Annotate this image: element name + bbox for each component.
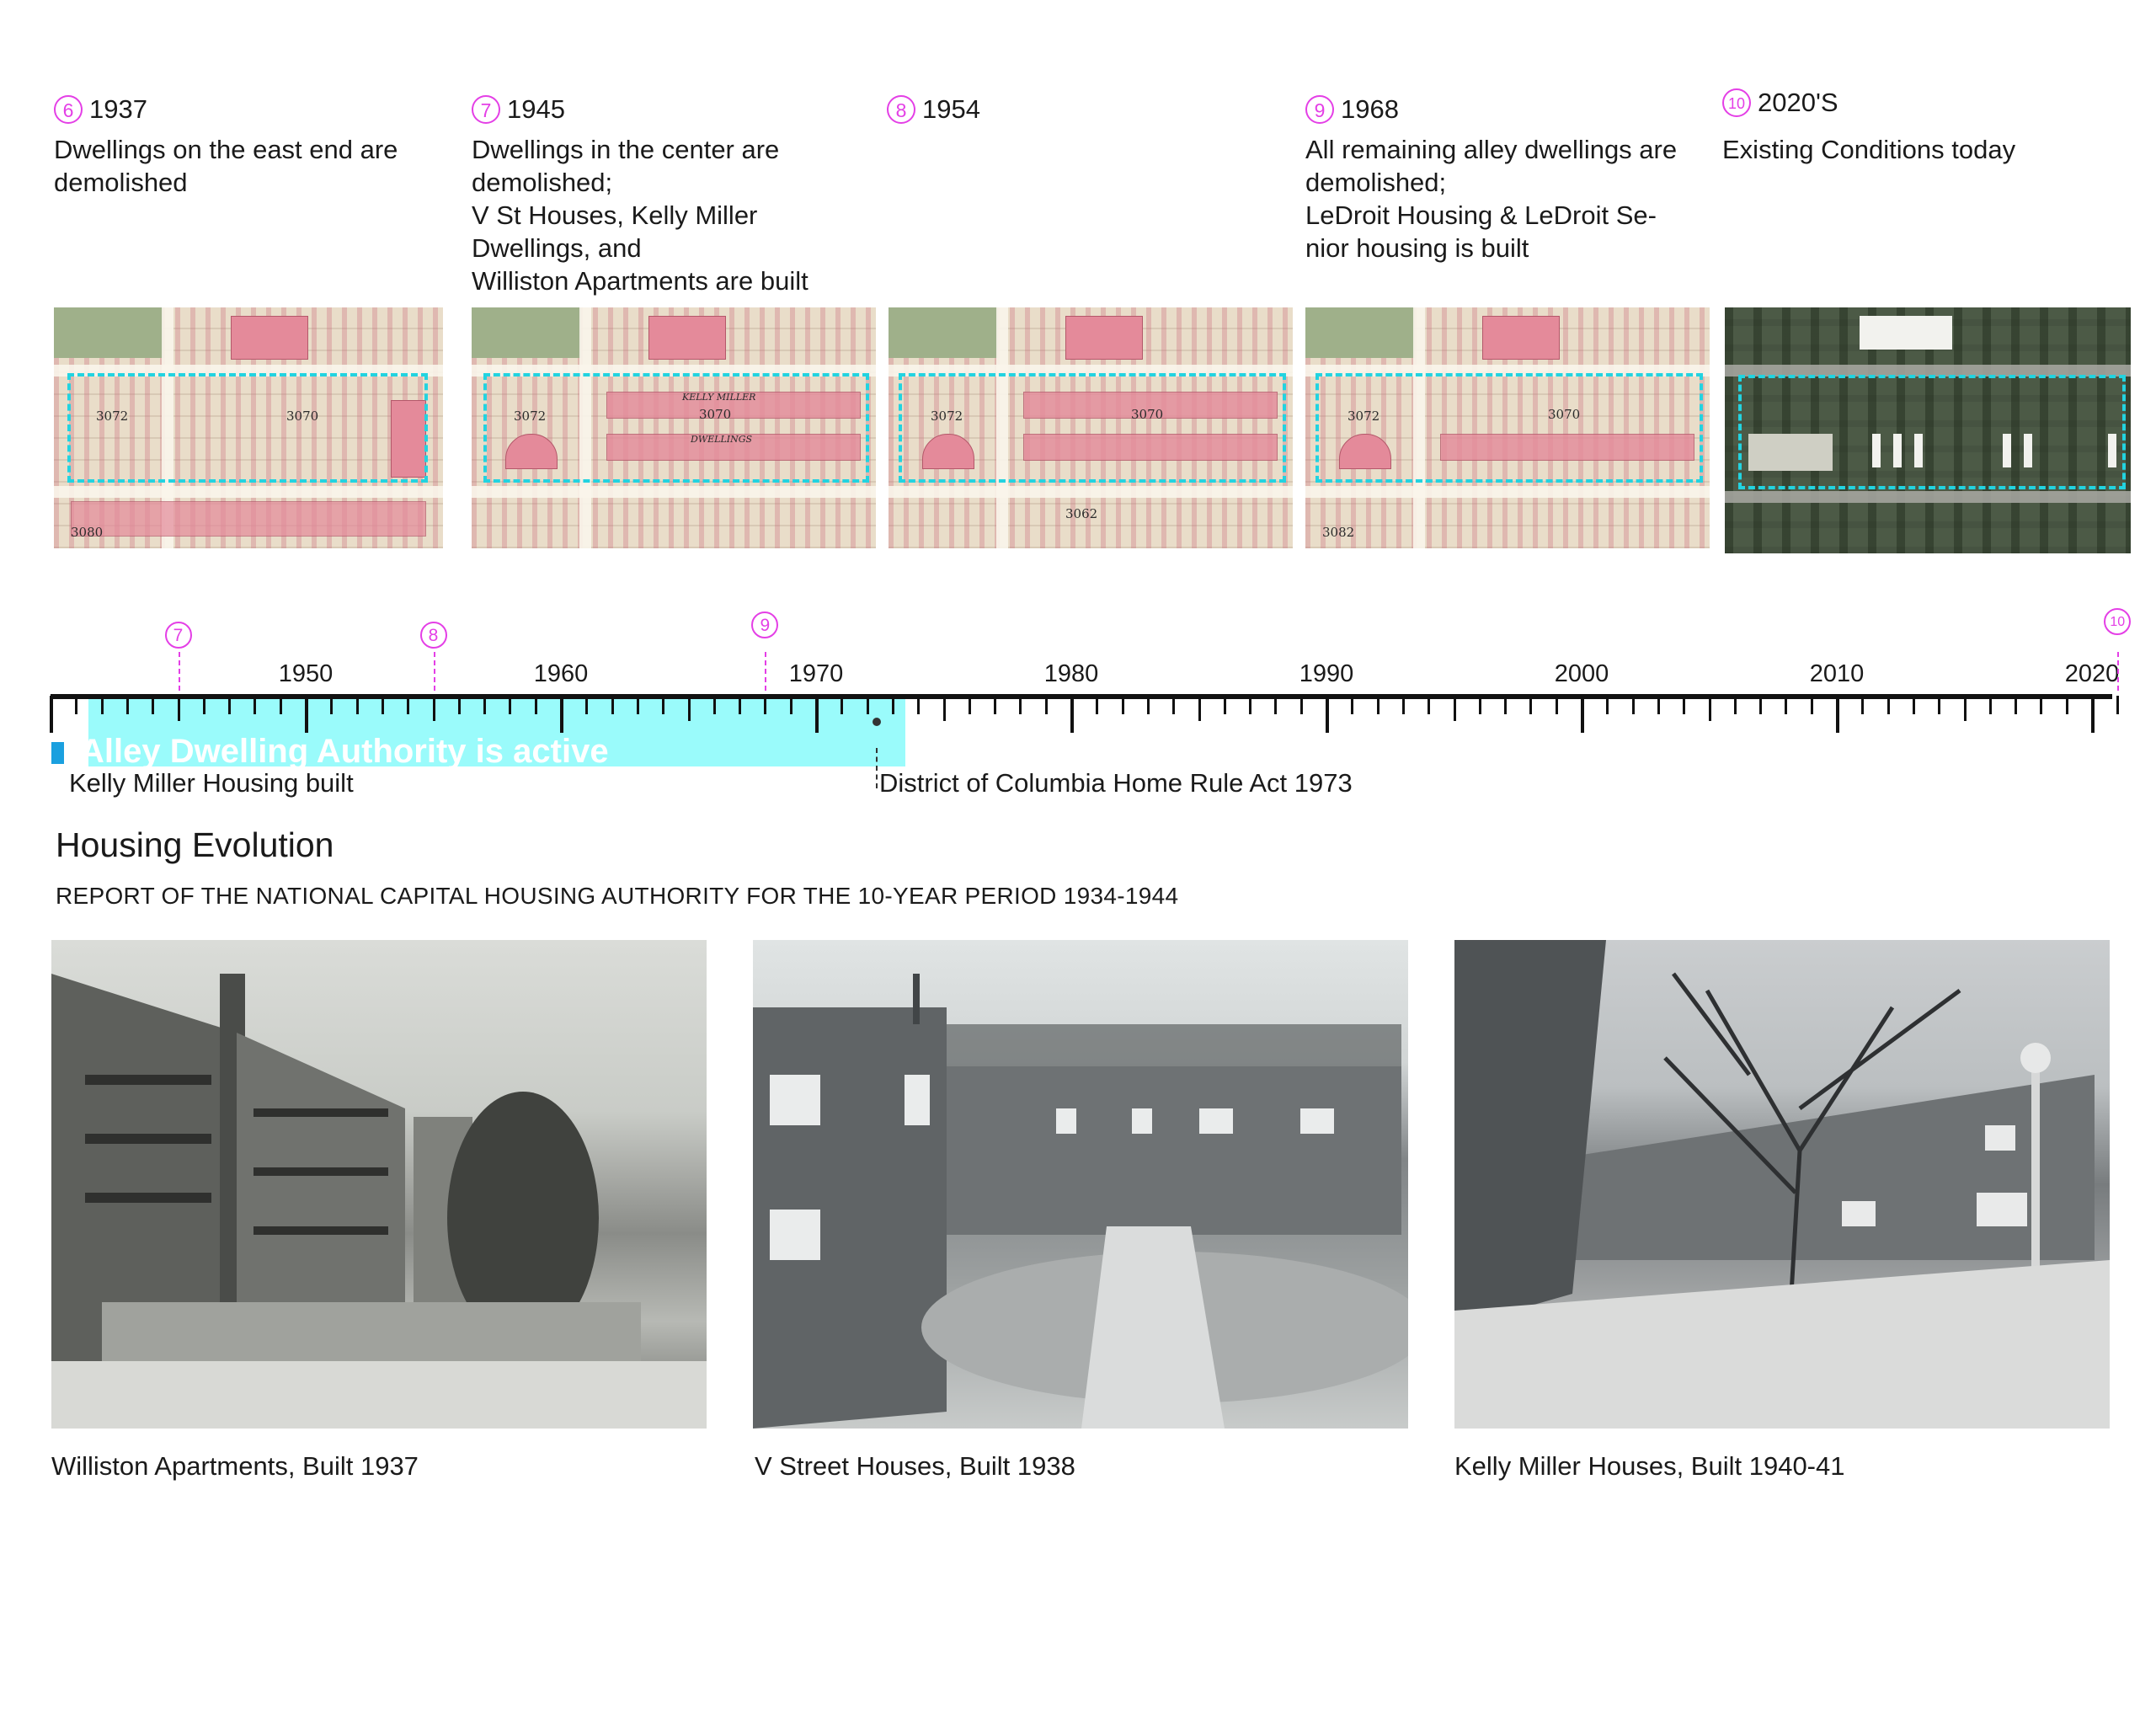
minor-tick <box>1122 696 1124 714</box>
era-badge: 8 <box>887 95 915 124</box>
minor-tick <box>662 696 664 714</box>
minor-tick <box>943 696 946 721</box>
minor-tick <box>1606 696 1609 714</box>
decade-label: 1970 <box>788 660 844 687</box>
minor-tick <box>1938 696 1940 714</box>
study-area-outline <box>899 373 1286 483</box>
photo-v-street-houses <box>753 940 1408 1429</box>
minor-tick <box>1861 696 1864 714</box>
minor-tick <box>1785 696 1787 714</box>
minor-tick <box>458 696 461 714</box>
minor-tick <box>1887 696 1890 714</box>
timeline-axis <box>51 694 2112 699</box>
decade-label: 1950 <box>278 660 334 687</box>
decade-label: 1980 <box>1043 660 1099 687</box>
study-area-outline <box>67 373 428 483</box>
map-1937 <box>54 307 443 548</box>
lot-label: 3072 <box>1348 409 1380 424</box>
major-tick <box>815 696 819 733</box>
minor-tick <box>483 696 486 714</box>
decade-label: 2020 <box>2064 660 2120 687</box>
minor-tick <box>253 696 256 714</box>
era-2020s <box>1722 77 2110 166</box>
caption-williston: Williston Apartments, Built 1937 <box>51 1451 419 1481</box>
major-tick <box>1070 696 1074 733</box>
minor-tick <box>841 696 843 714</box>
minor-tick <box>1172 696 1175 714</box>
minor-tick <box>2040 696 2042 714</box>
event-marker-1973 <box>876 748 878 788</box>
minor-tick <box>713 696 716 714</box>
era-badge: 9 <box>1305 95 1334 124</box>
lot-label: 3070 <box>699 407 732 422</box>
kelly-miller-illustration <box>1454 940 2110 1429</box>
minor-tick <box>1657 696 1660 714</box>
era-marker-line <box>434 652 435 691</box>
minor-tick <box>1274 696 1277 714</box>
event-right-label: District of Columbia Home Rule Act 1973 <box>879 768 1353 798</box>
minor-tick <box>1556 696 1558 714</box>
minor-tick <box>228 696 231 714</box>
lot-label: 3070 <box>1548 407 1581 422</box>
era-1968 <box>1305 84 1693 264</box>
minor-tick <box>1300 696 1303 714</box>
minor-tick <box>1683 696 1685 714</box>
era-marker-badge: 10 <box>2104 608 2131 635</box>
minor-tick <box>2066 696 2068 714</box>
decade-label: 2000 <box>1554 660 1609 687</box>
era-description: Dwellings in the center are demolished; V St Houses, Kelly Miller Dwellings, and Williston Apartments are built <box>472 135 808 296</box>
section-subtitle: REPORT OF THE NATIONAL CAPITAL HOUSING AUTHORITY FOR THE 10-YEAR PERIOD 1934-1944 <box>56 883 1179 909</box>
minor-tick <box>356 696 359 714</box>
minor-tick <box>1377 696 1380 714</box>
minor-tick <box>1632 696 1635 714</box>
major-tick <box>305 696 308 733</box>
minor-tick <box>1811 696 1813 714</box>
minor-tick <box>969 696 971 714</box>
event-left-label: Kelly Miller Housing built <box>69 768 354 798</box>
minor-tick <box>1045 696 1048 714</box>
minor-tick <box>867 696 869 714</box>
era-marker-line <box>2117 652 2119 691</box>
minor-tick <box>2116 696 2119 714</box>
minor-tick <box>152 696 154 714</box>
minor-tick <box>1479 696 1481 714</box>
lot-label: 3070 <box>1131 407 1164 422</box>
minor-tick <box>994 696 996 714</box>
minor-tick <box>2015 696 2017 714</box>
lot-label: 3072 <box>514 409 547 424</box>
minor-tick <box>1224 696 1226 714</box>
caption-kelly-miller: Kelly Miller Houses, Built 1940-41 <box>1454 1451 1845 1481</box>
period-label: Alley Dwelling Authority is active <box>80 733 609 770</box>
decade-label: 1990 <box>1299 660 1354 687</box>
minor-tick <box>101 696 104 714</box>
minor-tick <box>637 696 639 714</box>
era-badge: 10 <box>1722 88 1751 117</box>
lot-label: 3062 <box>1065 506 1098 521</box>
era-description: All remaining alley dwellings are demolished; LeDroit Housing & LeDroit Se- nior housing is built <box>1305 135 1678 263</box>
minor-tick <box>1351 696 1353 714</box>
minor-tick <box>1709 696 1711 721</box>
major-tick <box>560 696 563 733</box>
lot-label: 3070 <box>286 409 319 424</box>
major-tick <box>50 696 53 733</box>
section-title: Housing Evolution <box>56 825 334 864</box>
era-year: 2020'S <box>1758 88 1838 117</box>
era-marker-badge: 9 <box>751 611 778 638</box>
minor-tick <box>1454 696 1456 721</box>
event-dot-1973 <box>873 718 881 726</box>
minor-tick <box>1734 696 1737 714</box>
v-street-illustration <box>753 940 1408 1429</box>
era-1954 <box>887 84 1274 135</box>
minor-tick <box>1759 696 1762 714</box>
minor-tick <box>178 696 180 721</box>
lot-label: 3072 <box>96 409 129 424</box>
decade-label: 1960 <box>533 660 589 687</box>
study-area-outline <box>483 373 869 483</box>
minor-tick <box>892 696 894 714</box>
minor-tick <box>382 696 384 714</box>
williston-illustration <box>51 940 707 1429</box>
minor-tick <box>126 696 129 714</box>
major-tick <box>1326 696 1329 733</box>
era-marker-badge: 8 <box>420 622 447 649</box>
map-1968 <box>1305 307 1710 548</box>
era-badge: 7 <box>472 95 500 124</box>
minor-tick <box>611 696 614 714</box>
minor-tick <box>1402 696 1405 714</box>
era-description: Dwellings on the east end are demolished <box>54 135 398 197</box>
minor-tick <box>585 696 588 714</box>
minor-tick <box>330 696 333 714</box>
major-tick <box>2091 696 2095 733</box>
minor-tick <box>203 696 205 714</box>
minor-tick <box>1198 696 1201 721</box>
photo-kelly-miller-houses <box>1454 940 2110 1429</box>
era-marker-line <box>179 652 180 691</box>
lot-label: 3080 <box>71 525 104 540</box>
minor-tick <box>1096 696 1098 714</box>
major-tick <box>1836 696 1839 733</box>
era-marker-badge: 7 <box>165 622 192 649</box>
street-label: DWELLINGS <box>691 434 753 445</box>
era-year: 1945 <box>507 94 565 124</box>
minor-tick <box>1428 696 1430 714</box>
satellite-map-2020s <box>1725 307 2131 553</box>
decade-label: 2010 <box>1809 660 1865 687</box>
lot-label: 3082 <box>1322 525 1355 540</box>
period-start-marker <box>51 742 64 764</box>
minor-tick <box>1504 696 1507 714</box>
era-1937 <box>54 84 441 199</box>
minor-tick <box>1019 696 1022 714</box>
map-1954 <box>889 307 1293 548</box>
study-area-outline <box>1315 373 1703 483</box>
minor-tick <box>764 696 766 714</box>
minor-tick <box>433 696 435 721</box>
minor-tick <box>688 696 691 721</box>
era-year: 1954 <box>922 94 980 124</box>
era-description: Existing Conditions today <box>1722 135 2016 164</box>
minor-tick <box>407 696 409 714</box>
era-year: 1968 <box>1341 94 1399 124</box>
minor-tick <box>280 696 282 714</box>
era-marker-line <box>765 652 766 691</box>
map-1945 <box>472 307 876 548</box>
minor-tick <box>1529 696 1532 714</box>
minor-tick <box>917 696 920 714</box>
minor-tick <box>1913 696 1915 714</box>
era-1945 <box>472 84 859 297</box>
lot-label: 3072 <box>931 409 963 424</box>
minor-tick <box>509 696 511 714</box>
era-year: 1937 <box>89 94 147 124</box>
minor-tick <box>1964 696 1967 721</box>
caption-v-street: V Street Houses, Built 1938 <box>755 1451 1075 1481</box>
minor-tick <box>1989 696 1992 714</box>
street-label: KELLY MILLER <box>682 392 756 403</box>
minor-tick <box>1249 696 1251 714</box>
photo-williston-apartments <box>51 940 707 1429</box>
minor-tick <box>535 696 537 714</box>
minor-tick <box>75 696 77 714</box>
major-tick <box>1581 696 1584 733</box>
study-area-outline <box>1738 375 2126 489</box>
era-badge: 6 <box>54 95 83 124</box>
minor-tick <box>739 696 741 714</box>
minor-tick <box>790 696 792 714</box>
minor-tick <box>1147 696 1150 714</box>
